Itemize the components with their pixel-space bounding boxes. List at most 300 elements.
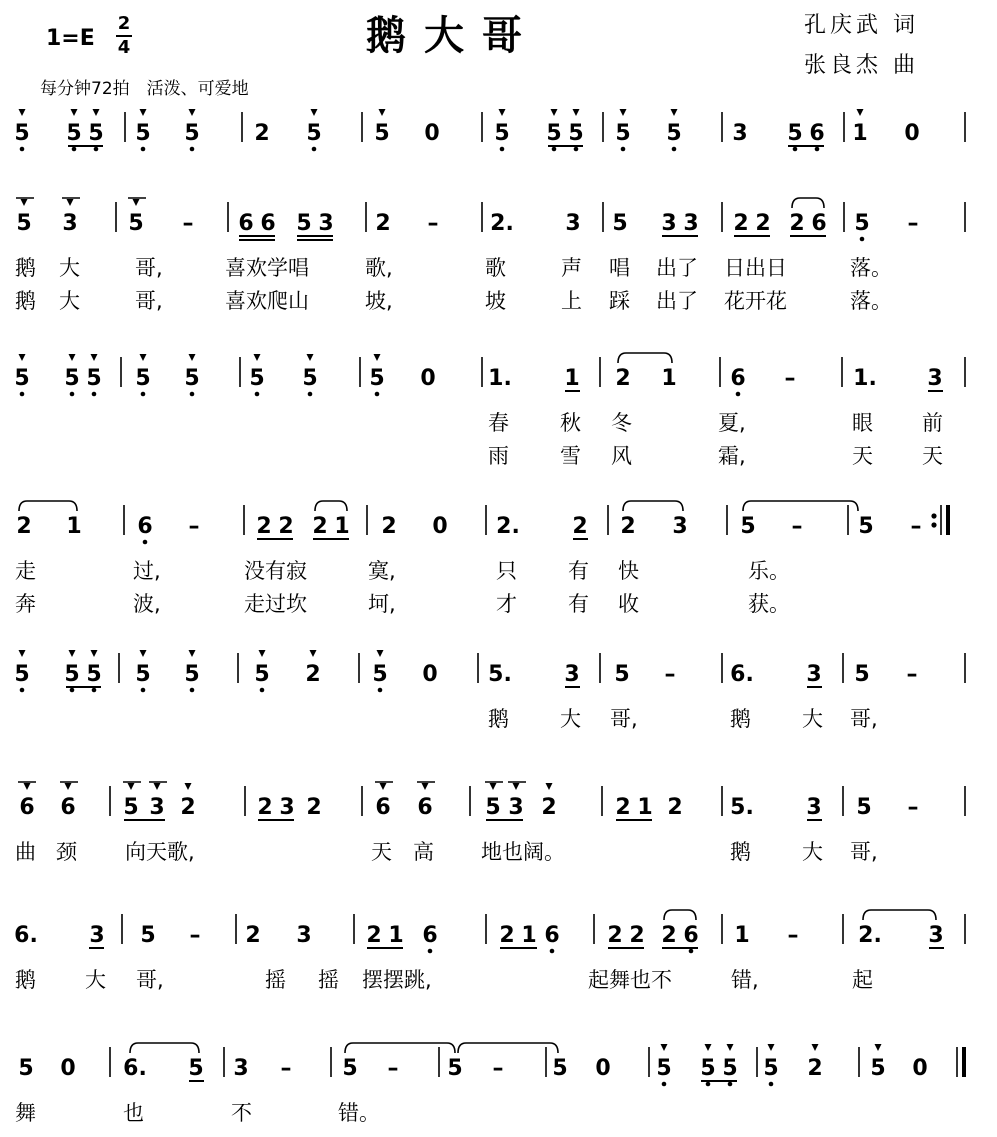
note: 1 <box>564 366 580 391</box>
low-octave-dot <box>141 688 146 693</box>
note: 6 <box>730 366 746 391</box>
lyric-word: 夏, <box>718 411 746 435</box>
lyric-word: 风 <box>611 444 632 468</box>
low-octave-dot <box>428 949 433 954</box>
note: – <box>907 795 919 820</box>
lyric-word: 大 <box>802 707 823 731</box>
note: – <box>188 514 200 539</box>
lyric-word: 错。 <box>338 1101 380 1125</box>
note: 2. <box>496 514 520 539</box>
note: 5 <box>666 121 682 146</box>
note: 5 <box>870 1056 886 1081</box>
lyric-word: 喜欢爬山 <box>225 289 309 313</box>
accent-mark <box>128 783 135 790</box>
accent-mark <box>573 109 580 116</box>
accent-mark <box>133 199 140 206</box>
lyric-word: 声 <box>561 256 582 280</box>
lyric-word: 秋 <box>560 411 581 435</box>
note: 5 <box>546 121 562 146</box>
note: 2 <box>541 795 557 820</box>
lyric-word: 地也阔。 <box>481 840 565 864</box>
note: 2 <box>306 795 322 820</box>
low-octave-dot <box>500 147 505 152</box>
note: 3 <box>661 211 677 236</box>
note: 2 <box>615 795 631 820</box>
low-octave-dot <box>550 949 555 954</box>
note: 5 <box>856 795 872 820</box>
note: 6 <box>809 121 825 146</box>
note: 1 <box>388 923 404 948</box>
low-octave-dot <box>94 147 99 152</box>
note: 5 <box>18 1056 34 1081</box>
accent-mark <box>875 1044 882 1051</box>
note: 2 <box>789 211 805 236</box>
note: – <box>910 514 922 539</box>
note: 5 <box>568 121 584 146</box>
accent-mark <box>546 783 553 790</box>
note: 5 <box>66 121 82 146</box>
lyric-word: 眼 <box>852 411 873 435</box>
note: 5 <box>372 662 388 687</box>
accent-mark <box>91 354 98 361</box>
low-octave-dot <box>769 1082 774 1087</box>
accent-mark <box>189 650 196 657</box>
accent-mark <box>310 650 317 657</box>
note: 5 <box>184 662 200 687</box>
low-octave-dot <box>375 392 380 397</box>
low-octave-dot <box>815 147 820 152</box>
time-signature-top: 2 <box>117 13 131 34</box>
low-octave-dot <box>141 392 146 397</box>
tie-slur <box>664 910 696 920</box>
accent-mark <box>661 1044 668 1051</box>
low-octave-dot <box>20 147 25 152</box>
tie-slur <box>792 198 824 208</box>
lyric-word: 哥, <box>610 707 638 731</box>
note: 3 <box>565 211 581 236</box>
lyric-word: 落。 <box>850 256 892 280</box>
note: 2 <box>375 211 391 236</box>
tie-slur <box>130 1043 199 1053</box>
low-octave-dot <box>141 147 146 152</box>
note: 5 <box>342 1056 358 1081</box>
note: 5 <box>485 795 501 820</box>
lyric-word: 大 <box>802 840 823 864</box>
accent-mark <box>380 783 387 790</box>
lyric-word: 也 <box>123 1101 144 1125</box>
low-octave-dot <box>378 688 383 693</box>
low-octave-dot <box>190 392 195 397</box>
key-signature: 1=E <box>46 26 95 51</box>
note: – <box>427 211 439 236</box>
note: 5. <box>730 795 754 820</box>
note: 3 <box>806 795 822 820</box>
composer-credit: 张良杰 曲 <box>804 53 919 78</box>
note: 2 <box>615 366 631 391</box>
lyric-word: 坷, <box>368 592 396 616</box>
note: 6. <box>123 1056 147 1081</box>
tie-slur <box>863 910 936 920</box>
lyric-word: 前 <box>922 411 943 435</box>
note: 5 <box>14 662 30 687</box>
accent-mark <box>374 354 381 361</box>
accent-mark <box>671 109 678 116</box>
note: 2 <box>257 795 273 820</box>
note: 5 <box>135 366 151 391</box>
accent-mark <box>19 109 26 116</box>
note: 5 <box>184 366 200 391</box>
note: 2 <box>16 514 32 539</box>
note: 6 <box>137 514 153 539</box>
note: 5 <box>306 121 322 146</box>
lyric-word: 过, <box>133 559 161 583</box>
note: 2 <box>733 211 749 236</box>
note: 1 <box>734 923 750 948</box>
note: 5 <box>614 662 630 687</box>
lyric-word: 鹅 <box>15 968 36 992</box>
accent-mark <box>71 109 78 116</box>
lyric-word: 收 <box>618 592 639 616</box>
lyric-word: 哥, <box>850 707 878 731</box>
tie-slur <box>315 501 347 511</box>
low-octave-dot <box>20 392 25 397</box>
note: – <box>791 514 803 539</box>
lyric-word: 鹅 <box>730 707 751 731</box>
lyric-word: 寞, <box>368 559 396 583</box>
note: 2 <box>180 795 196 820</box>
note: 5 <box>64 366 80 391</box>
lyric-word: 大 <box>85 968 106 992</box>
accent-mark <box>93 109 100 116</box>
accent-mark <box>189 109 196 116</box>
accent-mark <box>812 1044 819 1051</box>
note: 1. <box>488 366 512 391</box>
note: 5 <box>249 366 265 391</box>
low-octave-dot <box>689 949 694 954</box>
note: 3 <box>149 795 165 820</box>
lyric-word: 天 <box>852 444 873 468</box>
note: 3 <box>927 366 943 391</box>
accent-mark <box>311 109 318 116</box>
low-octave-dot <box>260 688 265 693</box>
low-octave-dot <box>860 237 865 242</box>
note: 2 <box>629 923 645 948</box>
note: 1 <box>661 366 677 391</box>
note: 2 <box>381 514 397 539</box>
accent-mark <box>307 354 314 361</box>
note: 3 <box>508 795 524 820</box>
note: 5 <box>184 121 200 146</box>
note: 5 <box>369 366 385 391</box>
lyric-word: 获。 <box>748 592 790 616</box>
note: 5 <box>140 923 156 948</box>
note: – <box>784 366 796 391</box>
lyric-word: 只 <box>496 559 517 583</box>
note: 5 <box>494 121 510 146</box>
note: 6 <box>811 211 827 236</box>
lyric-word: 喜欢学唱 <box>225 256 309 280</box>
lyric-word: 哥, <box>135 289 163 313</box>
note: 5 <box>374 121 390 146</box>
note: 5 <box>552 1056 568 1081</box>
note: 5 <box>86 662 102 687</box>
lyric-word: 曲 <box>15 840 36 864</box>
accent-mark <box>727 1044 734 1051</box>
note: 3 <box>683 211 699 236</box>
note: 5 <box>763 1056 779 1081</box>
tie-slur <box>623 501 683 511</box>
note: 0 <box>912 1056 928 1081</box>
note: 1 <box>852 121 868 146</box>
lyric-word: 坡 <box>485 289 506 313</box>
note: 6. <box>730 662 754 687</box>
note: 2 <box>254 121 270 146</box>
lyric-word: 日出日 <box>724 256 787 280</box>
note: 5 <box>296 211 312 236</box>
note: 6 <box>544 923 560 948</box>
note: 6 <box>19 795 35 820</box>
note: 1 <box>334 514 350 539</box>
lyric-word: 哥, <box>136 968 164 992</box>
lyric-word: 鹅 <box>15 289 36 313</box>
note: 2 <box>256 514 272 539</box>
accent-mark <box>140 650 147 657</box>
accent-mark <box>140 354 147 361</box>
tie-slur <box>19 501 77 511</box>
lyric-word: 起 <box>852 968 873 992</box>
low-octave-dot <box>736 392 741 397</box>
low-octave-dot <box>552 147 557 152</box>
accent-mark <box>857 109 864 116</box>
note: 3 <box>564 662 580 687</box>
accent-mark <box>19 354 26 361</box>
lyric-word: 波, <box>133 592 161 616</box>
lyric-word: 才 <box>496 592 517 616</box>
note: 5 <box>64 662 80 687</box>
accent-mark <box>768 1044 775 1051</box>
lyric-word: 大 <box>560 707 581 731</box>
note: 2 <box>755 211 771 236</box>
note: 3 <box>672 514 688 539</box>
lyric-word: 向天歌, <box>125 840 195 864</box>
lyric-word: 奔 <box>15 592 36 616</box>
accent-mark <box>69 650 76 657</box>
note: 5 <box>787 121 803 146</box>
note: 5 <box>123 795 139 820</box>
note: 2 <box>667 795 683 820</box>
accent-mark <box>21 199 28 206</box>
lyric-word: 乐。 <box>748 559 790 583</box>
low-octave-dot <box>728 1082 733 1087</box>
low-octave-dot <box>706 1082 711 1087</box>
low-octave-dot <box>70 392 75 397</box>
note: 5 <box>16 211 32 236</box>
tempo-marking: 每分钟72拍 活泼、可爱地 <box>40 79 249 99</box>
low-octave-dot <box>662 1082 667 1087</box>
lyricist-credit: 孔庆武 词 <box>804 13 919 38</box>
note: 0 <box>424 121 440 146</box>
lyric-word: 大 <box>59 289 80 313</box>
accent-mark <box>499 109 506 116</box>
accent-mark <box>705 1044 712 1051</box>
note: 5 <box>14 366 30 391</box>
low-octave-dot <box>312 147 317 152</box>
lyric-word: 坡, <box>365 289 393 313</box>
low-octave-dot <box>190 688 195 693</box>
lyric-word: 错, <box>731 968 759 992</box>
note: 5 <box>14 121 30 146</box>
lyric-word: 踩 <box>609 289 630 313</box>
accent-mark <box>67 199 74 206</box>
time-signature-bottom: 4 <box>117 37 131 58</box>
lyric-word: 走 <box>15 559 36 583</box>
note: 5 <box>447 1056 463 1081</box>
note: 5 <box>612 211 628 236</box>
lyric-word: 上 <box>561 289 582 313</box>
lyric-word: 不 <box>231 1101 252 1125</box>
note: 6 <box>683 923 699 948</box>
note: 3 <box>89 923 105 948</box>
note: – <box>906 662 918 687</box>
lyric-word: 摆摆跳, <box>362 968 432 992</box>
repeat-dot <box>931 522 936 527</box>
low-octave-dot <box>20 688 25 693</box>
note: 5 <box>722 1056 738 1081</box>
lyric-word: 哥, <box>135 256 163 280</box>
note: 3 <box>928 923 944 948</box>
lyric-word: 天 <box>922 444 943 468</box>
accent-mark <box>490 783 497 790</box>
note: 2 <box>366 923 382 948</box>
note: 3 <box>296 923 312 948</box>
note: 2 <box>245 923 261 948</box>
low-octave-dot <box>190 147 195 152</box>
note: – <box>280 1056 292 1081</box>
lyric-word: 歌 <box>485 256 506 280</box>
note: 2. <box>490 211 514 236</box>
lyric-word: 快 <box>618 559 639 583</box>
note: 5 <box>188 1056 204 1081</box>
note: – <box>387 1056 399 1081</box>
lyric-word: 落。 <box>850 289 892 313</box>
lyric-word: 鹅 <box>730 840 751 864</box>
lyric-word: 起舞也不 <box>588 968 672 992</box>
lyric-word: 花开花 <box>724 289 787 313</box>
lyric-word: 有 <box>568 592 589 616</box>
note: 2 <box>661 923 677 948</box>
note: 5 <box>854 662 870 687</box>
note: 3 <box>279 795 295 820</box>
note: 1 <box>66 514 82 539</box>
lyric-word: 歌, <box>365 256 393 280</box>
note: 0 <box>904 121 920 146</box>
note: 1 <box>637 795 653 820</box>
note: 5 <box>656 1056 672 1081</box>
lyric-word: 鹅 <box>15 256 36 280</box>
low-octave-dot <box>621 147 626 152</box>
lyric-word: 雪 <box>560 444 581 468</box>
note: – <box>492 1056 504 1081</box>
note: 3 <box>806 662 822 687</box>
accent-mark <box>513 783 520 790</box>
note: 5 <box>854 211 870 236</box>
note: 5 <box>88 121 104 146</box>
note: 6 <box>422 923 438 948</box>
lyric-word: 霜, <box>718 444 746 468</box>
note: 1. <box>853 366 877 391</box>
note: – <box>664 662 676 687</box>
repeat-dot <box>931 513 936 518</box>
note: 5 <box>135 662 151 687</box>
lyric-word: 出了 <box>656 256 698 280</box>
low-octave-dot <box>72 147 77 152</box>
note: 2 <box>620 514 636 539</box>
note: 2 <box>312 514 328 539</box>
note: 3 <box>732 121 748 146</box>
lyric-word: 摇 <box>265 968 286 992</box>
note: 3 <box>318 211 334 236</box>
accent-mark <box>69 354 76 361</box>
note: 2 <box>305 662 321 687</box>
note: – <box>787 923 799 948</box>
accent-mark <box>422 783 429 790</box>
lyric-word: 走过坎 <box>244 592 307 616</box>
lyric-word: 舞 <box>15 1101 36 1125</box>
tie-slur <box>458 1043 558 1053</box>
accent-mark <box>377 650 384 657</box>
note: 2. <box>858 923 882 948</box>
tie-slur <box>618 353 672 363</box>
note: 0 <box>422 662 438 687</box>
accent-mark <box>185 783 192 790</box>
lyric-word: 唱 <box>609 256 630 280</box>
note: 1 <box>521 923 537 948</box>
accent-mark <box>65 783 72 790</box>
accent-mark <box>254 354 261 361</box>
accent-mark <box>154 783 161 790</box>
lyric-word: 出了 <box>656 289 698 313</box>
lyric-word: 鹅 <box>488 707 509 731</box>
accent-mark <box>140 109 147 116</box>
note: 5. <box>488 662 512 687</box>
note: 0 <box>420 366 436 391</box>
accent-mark <box>551 109 558 116</box>
low-octave-dot <box>255 392 260 397</box>
note: 2 <box>807 1056 823 1081</box>
song-title: 鹅大哥 <box>366 12 540 59</box>
note: 6 <box>260 211 276 236</box>
accent-mark <box>24 783 31 790</box>
note: 6 <box>417 795 433 820</box>
note: – <box>182 211 194 236</box>
note: 2 <box>278 514 294 539</box>
lyric-word: 雨 <box>488 444 509 468</box>
low-octave-dot <box>92 392 97 397</box>
note: 5 <box>86 366 102 391</box>
note: 5 <box>254 662 270 687</box>
note: 5 <box>740 514 756 539</box>
lyric-word: 有 <box>568 559 589 583</box>
accent-mark <box>259 650 266 657</box>
note: 0 <box>60 1056 76 1081</box>
note: 3 <box>233 1056 249 1081</box>
lyric-word: 大 <box>59 256 80 280</box>
note: 2 <box>499 923 515 948</box>
note: 6 <box>238 211 254 236</box>
lyric-word: 没有寂 <box>244 559 307 583</box>
note: 5 <box>700 1056 716 1081</box>
accent-mark <box>620 109 627 116</box>
